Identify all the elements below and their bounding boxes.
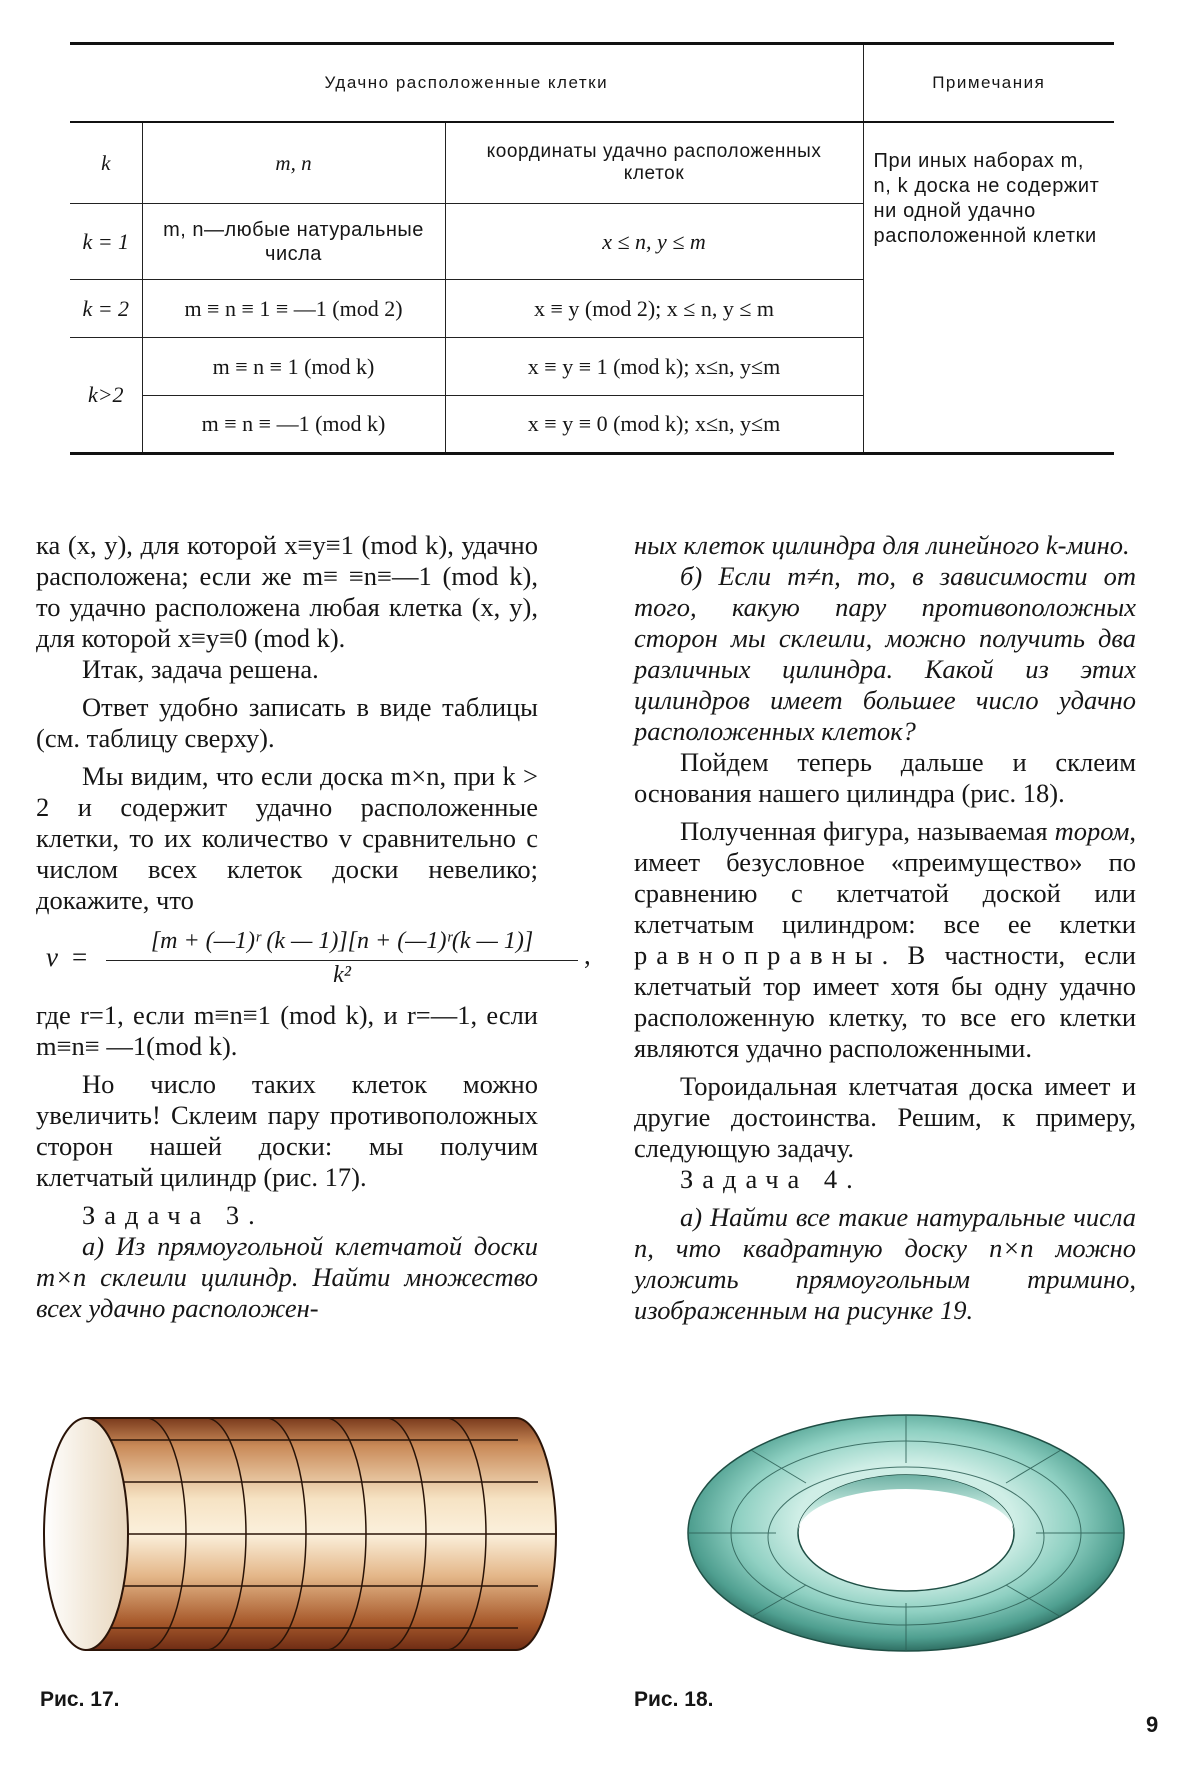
row-k1-k: k = 1 <box>70 204 142 280</box>
paragraph: Мы видим, что если доска m×n, при k > 2 и содержит удачно расположенные клетки, то их количество v сравнительно с числом всех клеток доски невелико; докажите, что <box>36 761 538 915</box>
formula-comma: , <box>584 940 591 970</box>
paragraph: где r=1, если m≡n≡1 (mod k), и r=—1, если m≡n≡ —1(mod k). <box>36 1000 538 1061</box>
term-torus: тором <box>1054 816 1130 846</box>
task-statement: а) Из прямоугольной клетчатой доски m×n склеили цилиндр. Найти множество всех удачно расположен- <box>36 1231 538 1323</box>
row-k1-mn: m, n—любые натуральные числа <box>142 204 445 280</box>
table-header-notes: Примечания <box>863 44 1114 122</box>
paragraph: Пойдем теперь дальше и склеим основания нашего цилиндра (рис. 18). <box>634 747 1136 808</box>
torus-illustration <box>676 1405 1136 1665</box>
paragraph: Тороидальная клетчатая доска имеет и другие достоинства. Решим, к примеру, следующую задачу. <box>634 1071 1136 1163</box>
formula-denominator: k² <box>333 962 351 988</box>
paragraph: Итак, задача решена. <box>82 654 319 684</box>
formula-equals: = <box>72 942 88 972</box>
table-note: При иных наборах m, n, k доска не содержит ни одной удачно расположенной клетки <box>863 122 1114 454</box>
page-number: 9 <box>1146 1712 1159 1737</box>
count-formula <box>36 926 591 988</box>
task-heading: Задача 4. <box>680 1164 862 1194</box>
row-k1-coords: x ≤ n, y ≤ m <box>445 204 863 280</box>
text-run: . В частности, если клетчатый тор имеет хотя бы одну удачно расположенную клетку, то все его клетки являются удачно расположенными. <box>634 940 1136 1063</box>
paragraph: Ответ удобно записать в виде таблицы (см. таблицу сверху). <box>36 692 538 753</box>
text-run: , имеет безусловное «преимущество» по сравнению с клетчатой доской или клетчатым цилиндром: все ее клетки <box>634 816 1136 939</box>
paragraph <box>634 816 1136 1064</box>
row-k-gt-2b-coords: x ≡ y ≡ 0 (mod k); x≤n, y≤m <box>445 396 863 454</box>
emphasized-word: равноправны <box>634 940 882 970</box>
task-statement: б) Если m≠n, то, в зависимости от того, какую пару противоположных сторон мы склеили, можно получить два различных цилиндра. Какой из этих цилиндров имеет большее число удачно расположенных клеток? <box>634 561 1136 746</box>
right-text-column <box>634 530 1136 1326</box>
figure-17-caption: Рис. 17. <box>40 1688 120 1711</box>
task-heading: Задача 3. <box>82 1200 264 1230</box>
cylinder-illustration <box>36 1410 566 1660</box>
left-text-column <box>36 530 591 1324</box>
text-run: Полученная фигура, называемая <box>680 816 1055 846</box>
task-statement: ных клеток цилиндра для линейного k-мино. <box>634 530 1130 560</box>
column-header-k: k <box>70 122 142 204</box>
solution-table <box>70 42 1114 455</box>
row-k2-coords: x ≡ y (mod 2); x ≤ n, y ≤ m <box>445 280 863 338</box>
figure-18-caption: Рис. 18. <box>634 1688 714 1711</box>
column-header-coordinates: координаты удачно расположенных клеток <box>445 122 863 204</box>
cylinder-end-cap <box>44 1418 128 1650</box>
paragraph: ка (x, y), для которой x≡y≡1 (mod k), удачно расположена; если же m≡ ≡n≡—1 (mod k), то удачно расположена любая клетка (x, y), для которой x≡y≡0 (mod k). <box>36 530 538 653</box>
row-k-gt-2a-coords: x ≡ y ≡ 1 (mod k); x≤n, y≤m <box>445 338 863 396</box>
formula-numerator: [m + (—1)ʳ (k — 1)][n + (—1)ʳ(k — 1)] <box>106 926 578 961</box>
task-statement: а) Найти все такие натуральные числа n, что квадратную доску n×n можно уложить прямоугольным тримино, изображенным на рисунке 19. <box>634 1202 1136 1325</box>
column-header-mn: m, n <box>142 122 445 204</box>
row-k-gt-2a-mn: m ≡ n ≡ 1 (mod k) <box>142 338 445 396</box>
formula-lhs: v <box>46 942 58 972</box>
row-k-gt-2-k: k>2 <box>70 338 142 454</box>
table-header-main: Удачно расположенные клетки <box>70 44 863 122</box>
row-k2-mn: m ≡ n ≡ 1 ≡ —1 (mod 2) <box>142 280 445 338</box>
paragraph: Но число таких клеток можно увеличить! Склеим пару противоположных сторон нашей доски: мы получим клетчатый цилиндр (рис. 17). <box>36 1069 538 1192</box>
row-k2-k: k = 2 <box>70 280 142 338</box>
row-k-gt-2b-mn: m ≡ n ≡ —1 (mod k) <box>142 396 445 454</box>
